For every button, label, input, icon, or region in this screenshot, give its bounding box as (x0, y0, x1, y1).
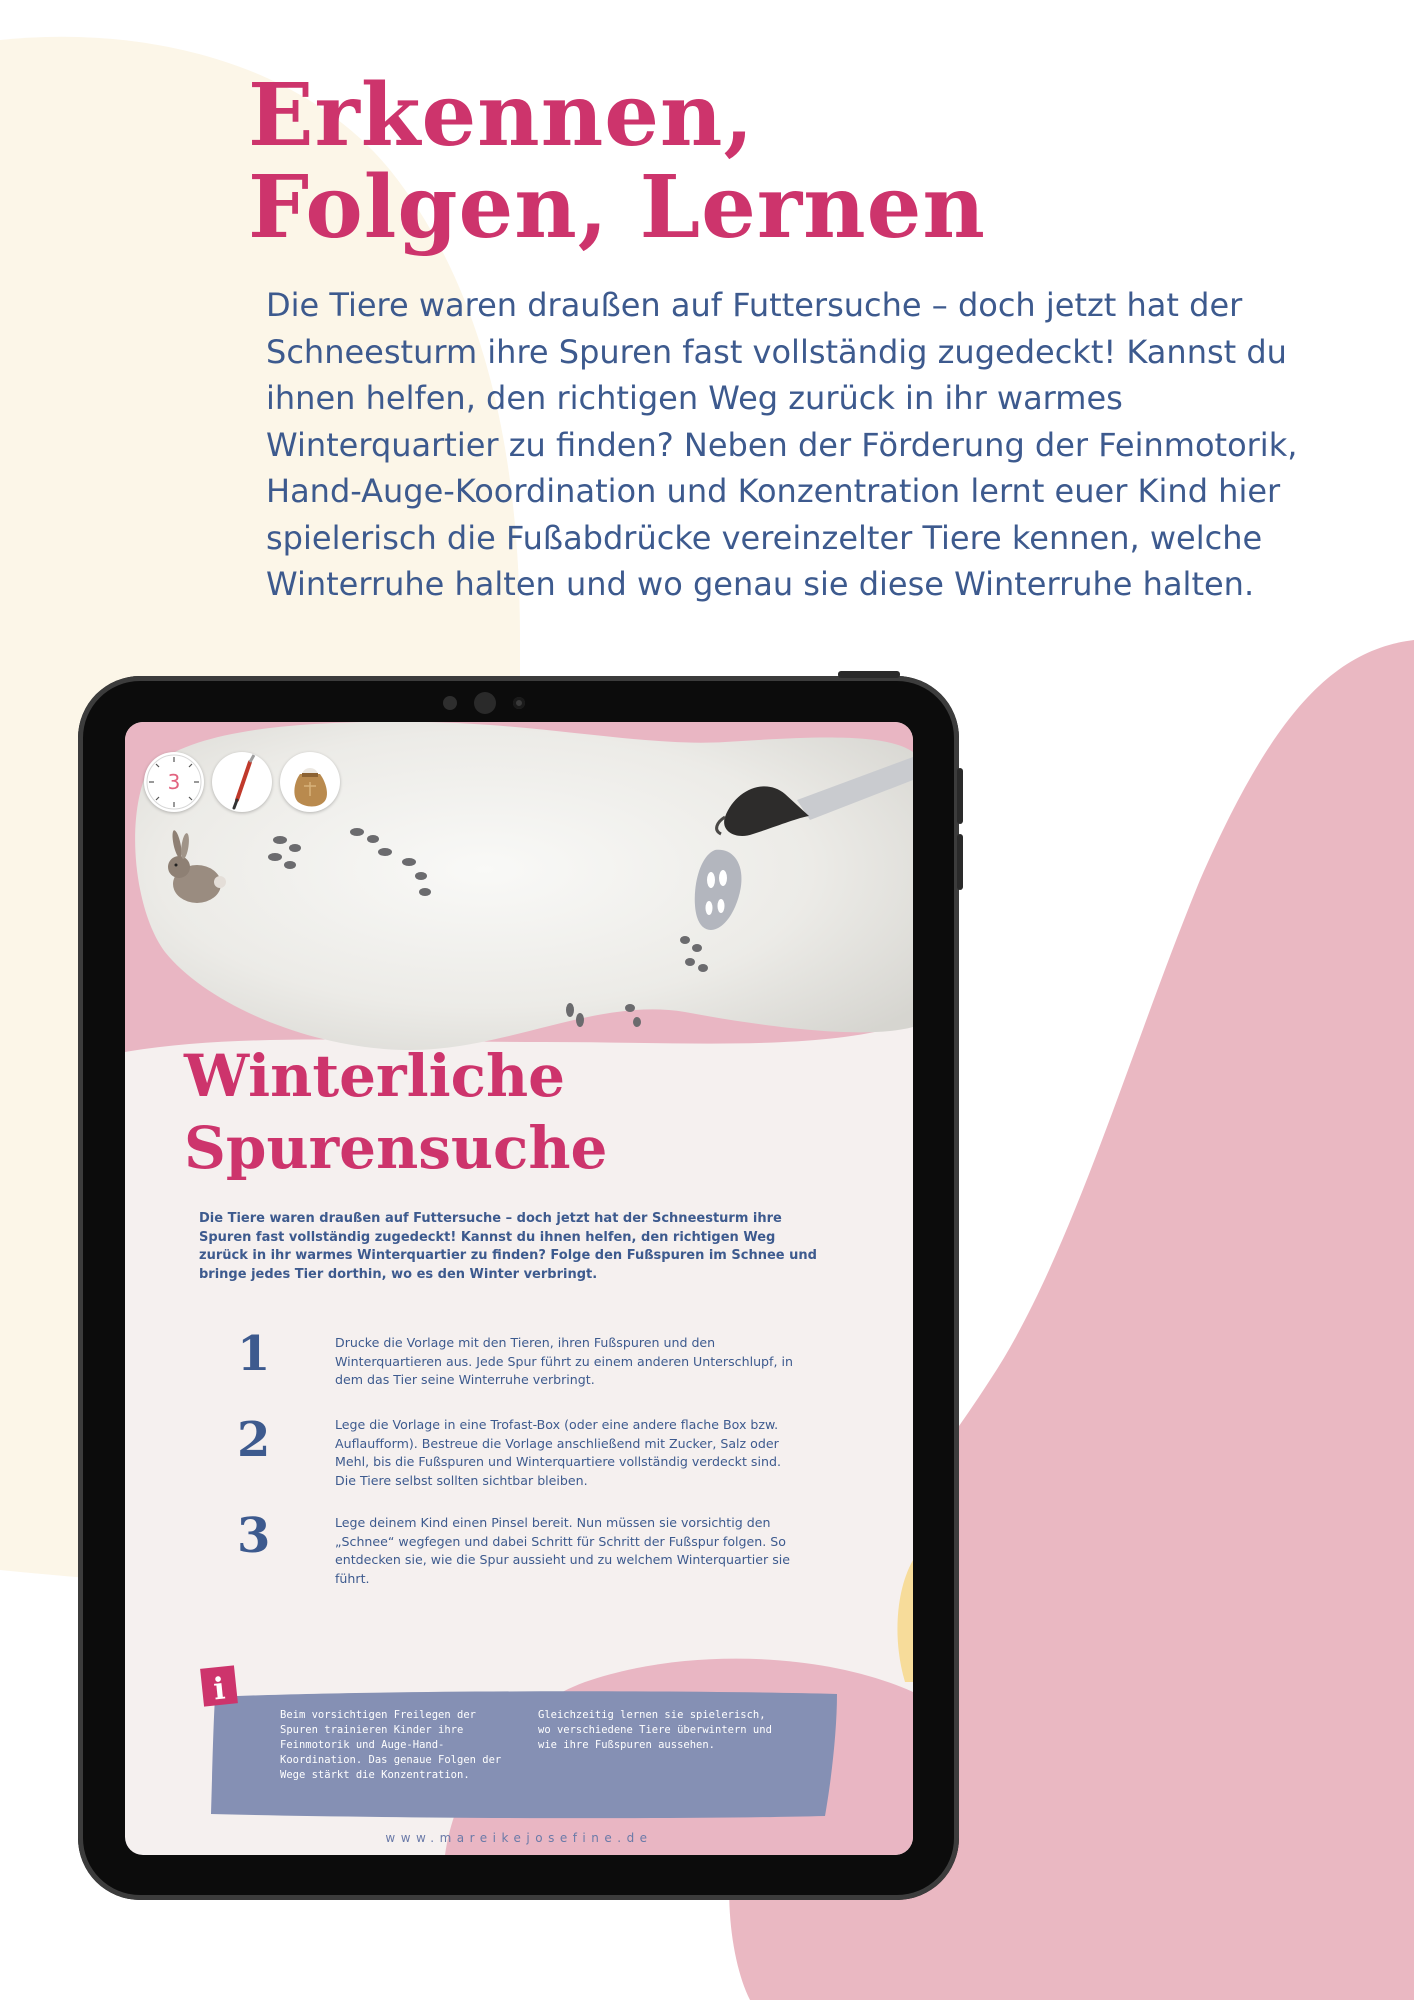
tablet-sensor-left (443, 696, 457, 710)
tablet-volume-up-button (957, 768, 963, 824)
step-1-number: 1 (237, 1326, 271, 1382)
step-2-text: Lege die Vorlage in eine Trofast-Box (oder eine andere flache Box bzw. Auflaufform). Bestreue die Vorlage anschließend mit Zucker, Salz oder Mehl, bis die Fußspuren und Winterquartiere vollständig verdeckt sind. Die Tiere selbst sollten sichtbar bleiben. (335, 1417, 781, 1488)
tablet-camera (474, 692, 496, 714)
sack-icon (280, 752, 340, 812)
website-url: www.mareikejosefine.de (385, 1831, 653, 1845)
timer-value: 3 (167, 770, 181, 794)
screen-title (184, 1040, 607, 1184)
step-3-number: 3 (237, 1508, 271, 1564)
intro-paragraph: Die Tiere waren draußen auf Futtersuche – doch jetzt hat der Schneesturm ihre Spuren fast vollständig zugedeckt! Kannst du ihnen helfen, den richtigen Weg zurück in ihr warmes Winterquartier zu finden? Neben der Förderung der Feinmotorik, Hand-Auge-Koordination und Konzentration lernt euer Kind hier spielerisch die Fußabdrücke vereinzelter Tiere kennen, welche Winterruhe halten und wo genau sie diese Winterruhe halten. (266, 286, 1298, 603)
yellow-accent (897, 1560, 913, 1682)
tablet-sensor-right (513, 697, 525, 709)
page-title-line-2: Folgen, Lernen (248, 157, 986, 258)
tablet-screen (125, 722, 913, 1855)
info-text-left: Beim vorsichtigen Freilegen der Spuren trainieren Kinder ihre Feinmotorik und Auge-Hand-Koordination. Das genaue Folgen der Wege stärkt die Konzentration. (280, 1709, 502, 1781)
screen-graphics (125, 722, 913, 1855)
paintbrush-icon (212, 752, 272, 812)
screen-title-line-2: Spurensuche (184, 1114, 608, 1182)
info-icon: i (211, 1671, 227, 1708)
page-title-line-1: Erkennen, (248, 65, 755, 166)
screen-title-line-1: Winterliche (184, 1042, 566, 1110)
timer-icon (144, 752, 204, 812)
step-2-number: 2 (237, 1412, 271, 1468)
step-3-text: Lege deinem Kind einen Pinsel bereit. Nun müssen sie vorsichtig den „Schnee“ wegfegen und dabei Schritt für Schritt der Fußspur folgen. So entdecken sie, wie die Spur aussieht und zu welchem Winterquartier sie führt. (335, 1515, 791, 1586)
page-title (248, 65, 986, 258)
tablet-volume-down-button (957, 834, 963, 890)
screen-intro: Die Tiere waren draußen auf Futtersuche – doch jetzt hat der Schneesturm ihre Spuren fast vollständig zugedeckt! Kannst du ihnen helfen, den richtigen Weg zurück in ihr warmes Winterquartier zu finden? Folge den Fußspuren im Schnee und bringe jedes Tier dorthin, wo es den Winter verbringt. (199, 1211, 817, 1282)
tablet-power-button (838, 671, 900, 678)
step-1-text: Drucke die Vorlage mit den Tieren, ihren Fußspuren und den Winterquartieren aus. Jede Spur führt zu einem anderen Unterschlupf, in dem das Tier seine Winterruhe verbringt. (335, 1335, 793, 1387)
info-text-right: Gleichzeitig lernen sie spielerisch, wo verschiedene Tiere überwintern und wie ihre Fußspuren aussehen. (538, 1709, 772, 1751)
